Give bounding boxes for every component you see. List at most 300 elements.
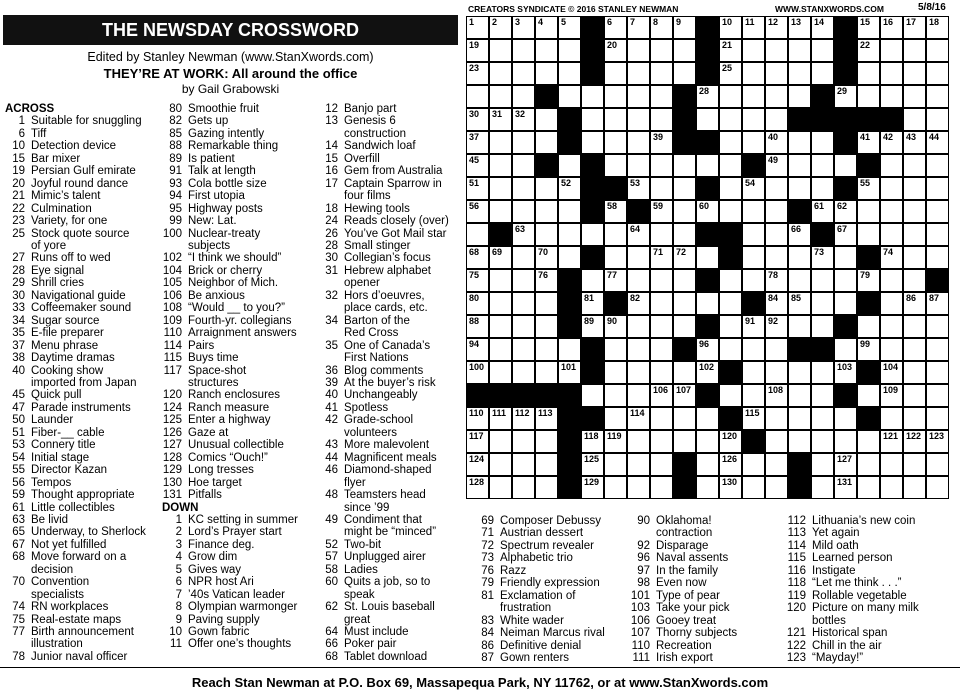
grid-cell[interactable]: [719, 269, 742, 292]
grid-cell[interactable]: [604, 269, 627, 292]
grid-cell[interactable]: [535, 177, 558, 200]
grid-cell[interactable]: [903, 384, 926, 407]
grid-cell[interactable]: [926, 453, 949, 476]
grid-cell[interactable]: [489, 453, 512, 476]
grid-cell[interactable]: [466, 16, 489, 39]
grid-cell[interactable]: [880, 154, 903, 177]
grid-cell[interactable]: [765, 108, 788, 131]
grid-cell[interactable]: [811, 476, 834, 499]
grid-cell[interactable]: [765, 200, 788, 223]
grid-cell[interactable]: [788, 16, 811, 39]
grid-cell[interactable]: [788, 246, 811, 269]
grid-cell[interactable]: [834, 453, 857, 476]
grid-cell[interactable]: [558, 154, 581, 177]
grid-cell[interactable]: [788, 177, 811, 200]
grid-cell[interactable]: [788, 407, 811, 430]
grid-cell[interactable]: [466, 269, 489, 292]
grid-cell[interactable]: [719, 453, 742, 476]
grid-cell[interactable]: [926, 108, 949, 131]
grid-cell[interactable]: [650, 476, 673, 499]
grid-cell[interactable]: [535, 16, 558, 39]
grid-cell[interactable]: [880, 338, 903, 361]
grid-cell[interactable]: [696, 292, 719, 315]
grid-cell[interactable]: [880, 200, 903, 223]
grid-cell[interactable]: [742, 453, 765, 476]
grid-cell[interactable]: [604, 407, 627, 430]
grid-cell[interactable]: [811, 407, 834, 430]
grid-cell[interactable]: [489, 246, 512, 269]
grid-cell[interactable]: [926, 292, 949, 315]
grid-cell[interactable]: [719, 315, 742, 338]
grid-cell[interactable]: [857, 315, 880, 338]
grid-cell[interactable]: [673, 177, 696, 200]
grid-cell[interactable]: [512, 108, 535, 131]
grid-cell[interactable]: [788, 39, 811, 62]
grid-cell[interactable]: [604, 384, 627, 407]
grid-cell[interactable]: [627, 62, 650, 85]
grid-cell[interactable]: [926, 430, 949, 453]
grid-cell[interactable]: [742, 315, 765, 338]
grid-cell[interactable]: [673, 154, 696, 177]
grid-cell[interactable]: [903, 476, 926, 499]
grid-cell[interactable]: [880, 246, 903, 269]
grid-cell[interactable]: [811, 62, 834, 85]
grid-cell[interactable]: [512, 476, 535, 499]
grid-cell[interactable]: [811, 246, 834, 269]
grid-cell[interactable]: [765, 292, 788, 315]
grid-cell[interactable]: [466, 131, 489, 154]
grid-cell[interactable]: [512, 361, 535, 384]
grid-cell[interactable]: [512, 39, 535, 62]
grid-cell[interactable]: [673, 246, 696, 269]
grid-cell[interactable]: [926, 177, 949, 200]
grid-cell[interactable]: [857, 223, 880, 246]
grid-cell[interactable]: [466, 407, 489, 430]
grid-cell[interactable]: [604, 246, 627, 269]
grid-cell[interactable]: [673, 430, 696, 453]
grid-cell[interactable]: [788, 361, 811, 384]
grid-cell[interactable]: [857, 16, 880, 39]
grid-cell[interactable]: [719, 154, 742, 177]
grid-cell[interactable]: [627, 154, 650, 177]
grid-cell[interactable]: [903, 338, 926, 361]
grid-cell[interactable]: [811, 315, 834, 338]
grid-cell[interactable]: [696, 154, 719, 177]
grid-cell[interactable]: [926, 62, 949, 85]
grid-cell[interactable]: [719, 384, 742, 407]
grid-cell[interactable]: [489, 16, 512, 39]
grid-cell[interactable]: [765, 315, 788, 338]
grid-cell[interactable]: [880, 292, 903, 315]
grid-cell[interactable]: [765, 39, 788, 62]
grid-cell[interactable]: [627, 39, 650, 62]
grid-cell[interactable]: [535, 269, 558, 292]
grid-cell[interactable]: [650, 269, 673, 292]
grid-cell[interactable]: [604, 476, 627, 499]
grid-cell[interactable]: [765, 16, 788, 39]
grid-cell[interactable]: [466, 430, 489, 453]
grid-cell[interactable]: [627, 246, 650, 269]
grid-cell[interactable]: [627, 177, 650, 200]
grid-cell[interactable]: [558, 200, 581, 223]
grid-cell[interactable]: [558, 338, 581, 361]
grid-cell[interactable]: [926, 361, 949, 384]
grid-cell[interactable]: [811, 430, 834, 453]
grid-cell[interactable]: [673, 361, 696, 384]
grid-cell[interactable]: [926, 154, 949, 177]
grid-cell[interactable]: [489, 361, 512, 384]
grid-cell[interactable]: [742, 16, 765, 39]
grid-cell[interactable]: [765, 269, 788, 292]
grid-cell[interactable]: [719, 131, 742, 154]
grid-cell[interactable]: [880, 39, 903, 62]
grid-cell[interactable]: [834, 361, 857, 384]
grid-cell[interactable]: [512, 430, 535, 453]
grid-cell[interactable]: [535, 453, 558, 476]
grid-cell[interactable]: [696, 407, 719, 430]
grid-cell[interactable]: [880, 177, 903, 200]
grid-cell[interactable]: [512, 16, 535, 39]
grid-cell[interactable]: [926, 85, 949, 108]
grid-cell[interactable]: [880, 361, 903, 384]
grid-cell[interactable]: [604, 200, 627, 223]
grid-cell[interactable]: [604, 131, 627, 154]
grid-cell[interactable]: [489, 85, 512, 108]
grid-cell[interactable]: [489, 338, 512, 361]
grid-cell[interactable]: [489, 39, 512, 62]
grid-cell[interactable]: [673, 16, 696, 39]
grid-cell[interactable]: [535, 39, 558, 62]
grid-cell[interactable]: [466, 246, 489, 269]
grid-cell[interactable]: [857, 85, 880, 108]
grid-cell[interactable]: [535, 200, 558, 223]
grid-cell[interactable]: [627, 85, 650, 108]
grid-cell[interactable]: [604, 16, 627, 39]
grid-cell[interactable]: [857, 453, 880, 476]
grid-cell[interactable]: [604, 39, 627, 62]
grid-cell[interactable]: [650, 154, 673, 177]
grid-cell[interactable]: [857, 62, 880, 85]
grid-cell[interactable]: [788, 269, 811, 292]
grid-cell[interactable]: [558, 223, 581, 246]
grid-cell[interactable]: [719, 39, 742, 62]
grid-cell[interactable]: [834, 407, 857, 430]
grid-cell[interactable]: [719, 85, 742, 108]
grid-cell[interactable]: [512, 62, 535, 85]
grid-cell[interactable]: [489, 62, 512, 85]
grid-cell[interactable]: [673, 200, 696, 223]
grid-cell[interactable]: [466, 154, 489, 177]
grid-cell[interactable]: [466, 200, 489, 223]
grid-cell[interactable]: [857, 476, 880, 499]
grid-cell[interactable]: [650, 16, 673, 39]
grid-cell[interactable]: [903, 200, 926, 223]
grid-cell[interactable]: [558, 39, 581, 62]
grid-cell[interactable]: [903, 407, 926, 430]
grid-cell[interactable]: [604, 338, 627, 361]
grid-cell[interactable]: [880, 430, 903, 453]
grid-cell[interactable]: [765, 223, 788, 246]
grid-cell[interactable]: [673, 39, 696, 62]
grid-cell[interactable]: [581, 453, 604, 476]
grid-cell[interactable]: [535, 223, 558, 246]
grid-cell[interactable]: [788, 131, 811, 154]
grid-cell[interactable]: [489, 154, 512, 177]
grid-cell[interactable]: [811, 131, 834, 154]
grid-cell[interactable]: [742, 223, 765, 246]
grid-cell[interactable]: [903, 430, 926, 453]
grid-cell[interactable]: [604, 430, 627, 453]
grid-cell[interactable]: [673, 292, 696, 315]
grid-cell[interactable]: [788, 62, 811, 85]
grid-cell[interactable]: [627, 384, 650, 407]
grid-cell[interactable]: [926, 223, 949, 246]
grid-cell[interactable]: [926, 384, 949, 407]
grid-cell[interactable]: [788, 154, 811, 177]
grid-cell[interactable]: [857, 131, 880, 154]
grid-cell[interactable]: [489, 407, 512, 430]
grid-cell[interactable]: [926, 200, 949, 223]
grid-cell[interactable]: [811, 16, 834, 39]
grid-cell[interactable]: [765, 453, 788, 476]
grid-cell[interactable]: [834, 223, 857, 246]
grid-cell[interactable]: [765, 384, 788, 407]
grid-cell[interactable]: [765, 476, 788, 499]
grid-cell[interactable]: [650, 453, 673, 476]
grid-cell[interactable]: [673, 223, 696, 246]
grid-cell[interactable]: [903, 453, 926, 476]
grid-cell[interactable]: [765, 154, 788, 177]
grid-cell[interactable]: [489, 108, 512, 131]
grid-cell[interactable]: [880, 384, 903, 407]
grid-cell[interactable]: [696, 361, 719, 384]
grid-cell[interactable]: [535, 246, 558, 269]
grid-cell[interactable]: [535, 407, 558, 430]
grid-cell[interactable]: [926, 407, 949, 430]
grid-cell[interactable]: [650, 292, 673, 315]
grid-cell[interactable]: [742, 131, 765, 154]
grid-cell[interactable]: [466, 338, 489, 361]
grid-cell[interactable]: [765, 246, 788, 269]
grid-cell[interactable]: [466, 361, 489, 384]
grid-cell[interactable]: [466, 453, 489, 476]
grid-cell[interactable]: [719, 62, 742, 85]
grid-cell[interactable]: [903, 108, 926, 131]
grid-cell[interactable]: [696, 476, 719, 499]
grid-cell[interactable]: [650, 85, 673, 108]
grid-cell[interactable]: [673, 407, 696, 430]
grid-cell[interactable]: [512, 177, 535, 200]
grid-cell[interactable]: [765, 407, 788, 430]
grid-cell[interactable]: [696, 453, 719, 476]
grid-cell[interactable]: [604, 315, 627, 338]
grid-cell[interactable]: [765, 62, 788, 85]
grid-cell[interactable]: [857, 430, 880, 453]
grid-cell[interactable]: [650, 62, 673, 85]
grid-cell[interactable]: [535, 430, 558, 453]
grid-cell[interactable]: [627, 223, 650, 246]
grid-cell[interactable]: [811, 453, 834, 476]
grid-cell[interactable]: [696, 430, 719, 453]
grid-cell[interactable]: [834, 338, 857, 361]
grid-cell[interactable]: [650, 338, 673, 361]
grid-cell[interactable]: [466, 315, 489, 338]
grid-cell[interactable]: [512, 338, 535, 361]
grid-cell[interactable]: [788, 430, 811, 453]
grid-cell[interactable]: [535, 338, 558, 361]
grid-cell[interactable]: [719, 108, 742, 131]
grid-cell[interactable]: [535, 62, 558, 85]
grid-cell[interactable]: [811, 292, 834, 315]
grid-cell[interactable]: [880, 476, 903, 499]
grid-cell[interactable]: [765, 85, 788, 108]
grid-cell[interactable]: [926, 338, 949, 361]
grid-cell[interactable]: [834, 85, 857, 108]
grid-cell[interactable]: [466, 85, 489, 108]
grid-cell[interactable]: [627, 407, 650, 430]
grid-cell[interactable]: [512, 85, 535, 108]
grid-cell[interactable]: [466, 39, 489, 62]
grid-cell[interactable]: [650, 200, 673, 223]
grid-cell[interactable]: [650, 407, 673, 430]
grid-cell[interactable]: [742, 200, 765, 223]
grid-cell[interactable]: [742, 39, 765, 62]
grid-cell[interactable]: [581, 108, 604, 131]
grid-cell[interactable]: [903, 85, 926, 108]
grid-cell[interactable]: [903, 154, 926, 177]
grid-cell[interactable]: [558, 16, 581, 39]
grid-cell[interactable]: [696, 108, 719, 131]
grid-cell[interactable]: [489, 131, 512, 154]
grid-cell[interactable]: [535, 292, 558, 315]
grid-cell[interactable]: [742, 338, 765, 361]
grid-cell[interactable]: [627, 315, 650, 338]
grid-cell[interactable]: [788, 292, 811, 315]
grid-cell[interactable]: [880, 131, 903, 154]
grid-cell[interactable]: [627, 16, 650, 39]
grid-cell[interactable]: [926, 16, 949, 39]
grid-cell[interactable]: [581, 131, 604, 154]
grid-cell[interactable]: [903, 361, 926, 384]
grid-cell[interactable]: [857, 39, 880, 62]
grid-cell[interactable]: [535, 476, 558, 499]
grid-cell[interactable]: [834, 154, 857, 177]
grid-cell[interactable]: [673, 62, 696, 85]
grid-cell[interactable]: [581, 384, 604, 407]
grid-cell[interactable]: [604, 62, 627, 85]
grid-cell[interactable]: [627, 476, 650, 499]
grid-cell[interactable]: [581, 476, 604, 499]
grid-cell[interactable]: [604, 154, 627, 177]
grid-cell[interactable]: [489, 315, 512, 338]
grid-cell[interactable]: [811, 39, 834, 62]
grid-cell[interactable]: [466, 292, 489, 315]
grid-cell[interactable]: [834, 200, 857, 223]
grid-cell[interactable]: [466, 476, 489, 499]
grid-cell[interactable]: [489, 430, 512, 453]
grid-cell[interactable]: [581, 85, 604, 108]
grid-cell[interactable]: [489, 292, 512, 315]
grid-cell[interactable]: [880, 453, 903, 476]
grid-cell[interactable]: [650, 430, 673, 453]
grid-cell[interactable]: [535, 315, 558, 338]
grid-cell[interactable]: [926, 246, 949, 269]
grid-cell[interactable]: [765, 361, 788, 384]
grid-cell[interactable]: [880, 407, 903, 430]
grid-cell[interactable]: [719, 177, 742, 200]
grid-cell[interactable]: [512, 246, 535, 269]
grid-cell[interactable]: [558, 361, 581, 384]
grid-cell[interactable]: [489, 269, 512, 292]
grid-cell[interactable]: [627, 131, 650, 154]
grid-cell[interactable]: [512, 453, 535, 476]
grid-cell[interactable]: [673, 315, 696, 338]
grid-cell[interactable]: [512, 407, 535, 430]
grid-cell[interactable]: [673, 269, 696, 292]
grid-cell[interactable]: [903, 292, 926, 315]
grid-cell[interactable]: [765, 338, 788, 361]
grid-cell[interactable]: [880, 85, 903, 108]
grid-cell[interactable]: [489, 476, 512, 499]
grid-cell[interactable]: [926, 39, 949, 62]
grid-cell[interactable]: [535, 108, 558, 131]
grid-cell[interactable]: [604, 223, 627, 246]
grid-cell[interactable]: [903, 269, 926, 292]
grid-cell[interactable]: [880, 62, 903, 85]
grid-cell[interactable]: [765, 177, 788, 200]
grid-cell[interactable]: [627, 453, 650, 476]
grid-cell[interactable]: [558, 62, 581, 85]
grid-cell[interactable]: [489, 177, 512, 200]
grid-cell[interactable]: [742, 269, 765, 292]
grid-cell[interactable]: [512, 315, 535, 338]
grid-cell[interactable]: [742, 476, 765, 499]
grid-cell[interactable]: [742, 62, 765, 85]
grid-cell[interactable]: [788, 384, 811, 407]
grid-cell[interactable]: [719, 476, 742, 499]
grid-cell[interactable]: [811, 269, 834, 292]
grid-cell[interactable]: [627, 430, 650, 453]
grid-cell[interactable]: [489, 200, 512, 223]
grid-cell[interactable]: [512, 131, 535, 154]
grid-cell[interactable]: [719, 16, 742, 39]
grid-cell[interactable]: [719, 430, 742, 453]
grid-cell[interactable]: [903, 16, 926, 39]
grid-cell[interactable]: [696, 338, 719, 361]
grid-cell[interactable]: [811, 177, 834, 200]
grid-cell[interactable]: [742, 85, 765, 108]
grid-cell[interactable]: [696, 200, 719, 223]
grid-cell[interactable]: [512, 292, 535, 315]
grid-cell[interactable]: [880, 16, 903, 39]
grid-cell[interactable]: [696, 85, 719, 108]
grid-cell[interactable]: [811, 384, 834, 407]
grid-cell[interactable]: [903, 131, 926, 154]
grid-cell[interactable]: [834, 246, 857, 269]
grid-cell[interactable]: [696, 246, 719, 269]
grid-cell[interactable]: [627, 361, 650, 384]
grid-cell[interactable]: [834, 269, 857, 292]
grid-cell[interactable]: [604, 85, 627, 108]
grid-cell[interactable]: [581, 430, 604, 453]
grid-cell[interactable]: [742, 246, 765, 269]
grid-cell[interactable]: [880, 223, 903, 246]
crossword-grid[interactable]: [466, 16, 949, 499]
grid-cell[interactable]: [466, 177, 489, 200]
grid-cell[interactable]: [627, 292, 650, 315]
grid-cell[interactable]: [604, 361, 627, 384]
grid-cell[interactable]: [926, 476, 949, 499]
